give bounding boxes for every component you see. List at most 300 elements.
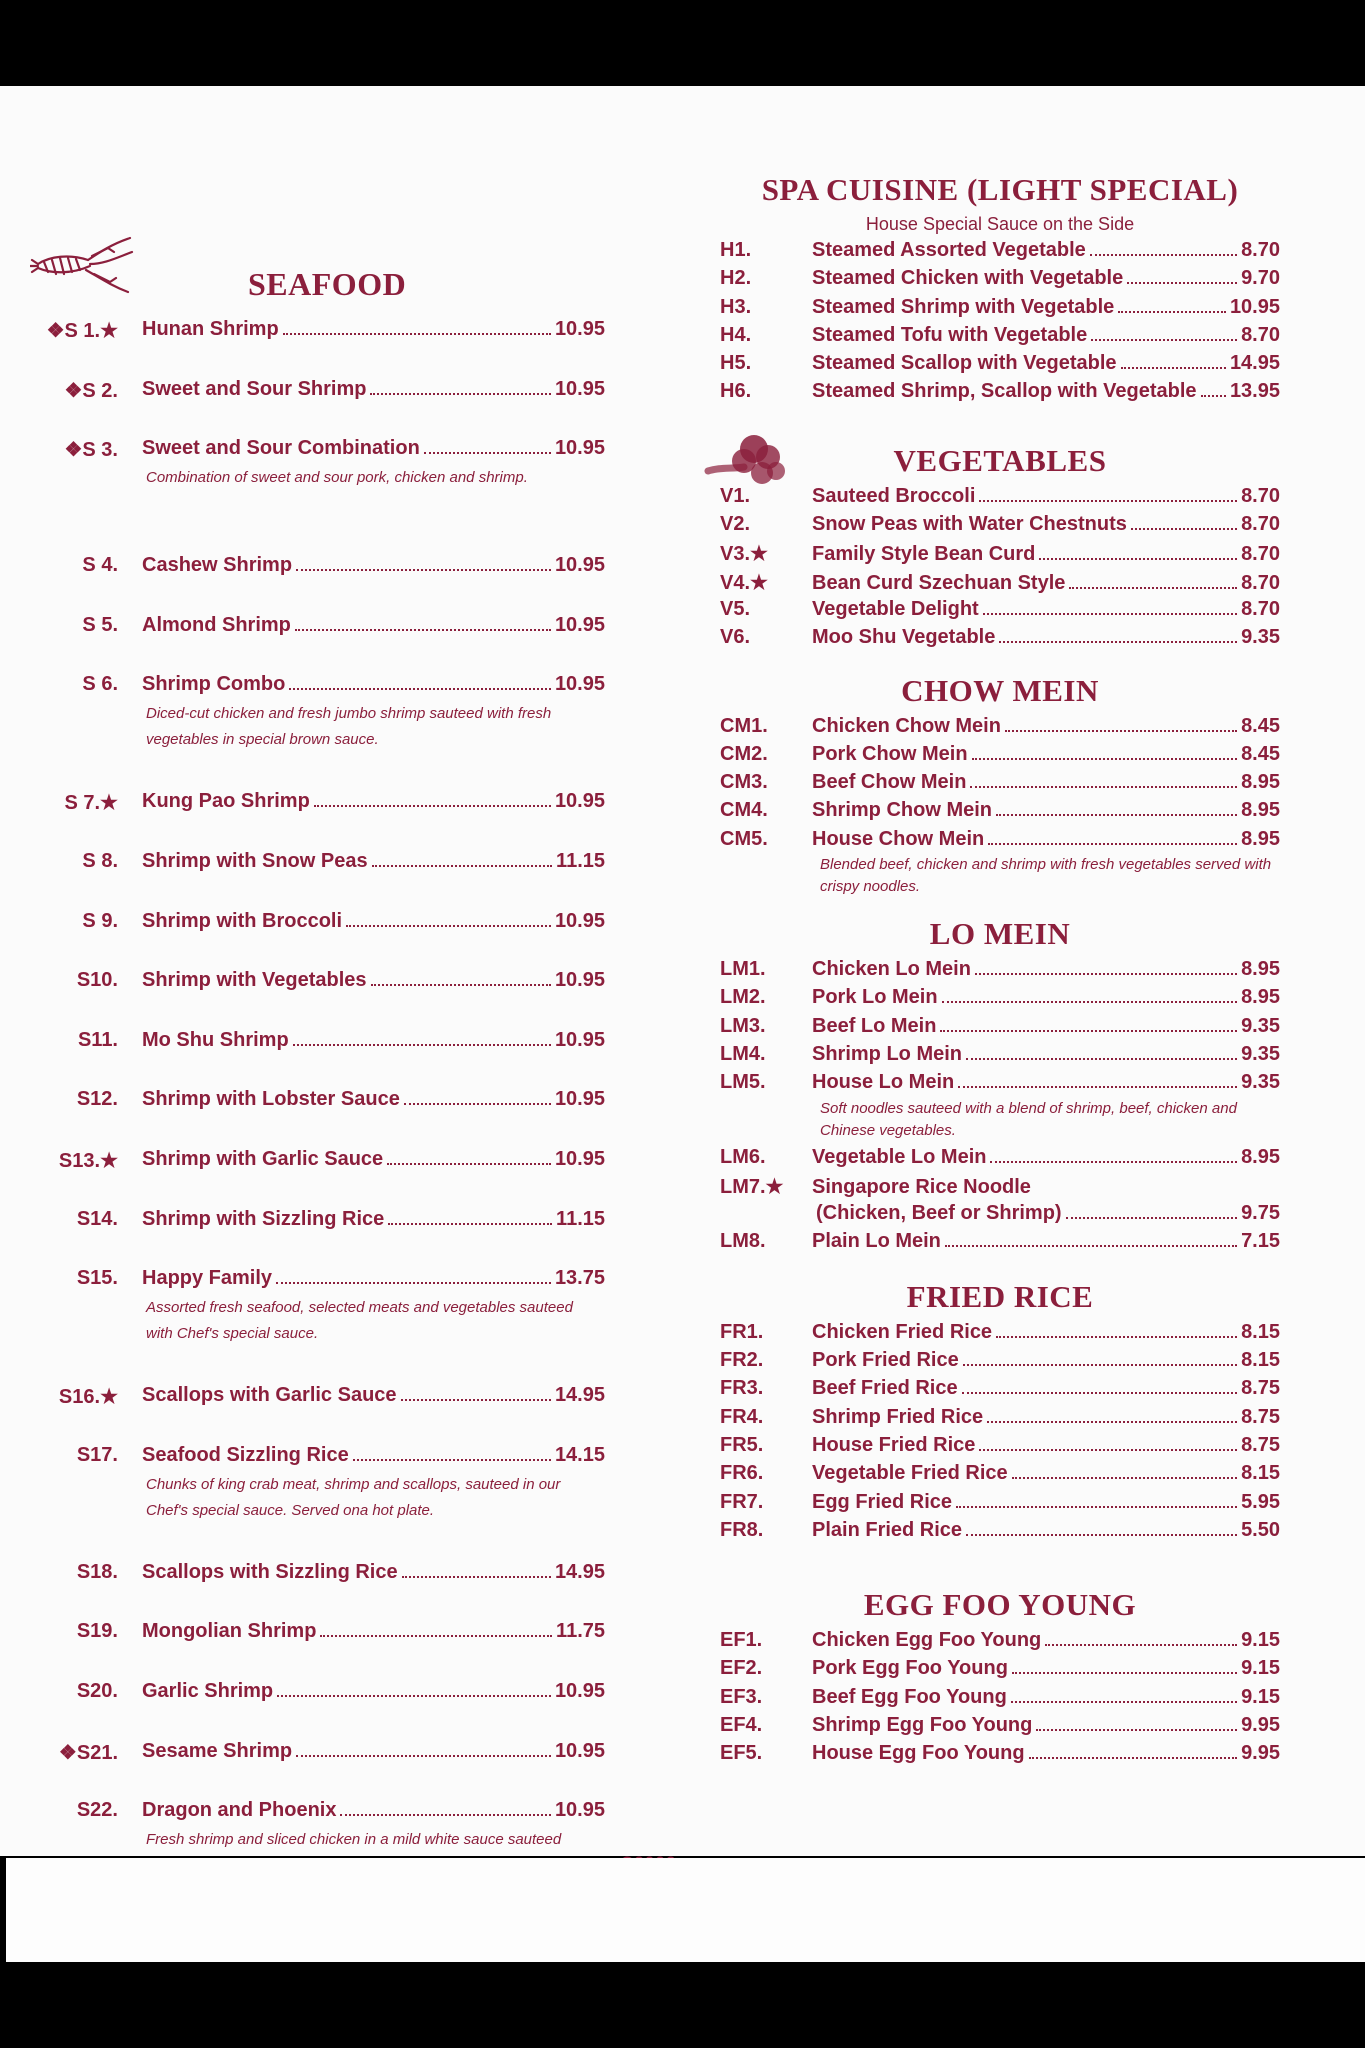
- item-price: 10.95: [554, 1028, 605, 1051]
- menu-item: [720, 799, 1280, 827]
- menu-item: [30, 969, 605, 1029]
- menu-item: [720, 513, 1280, 541]
- item-code: FR8.: [720, 1518, 764, 1541]
- item-price: 10.95: [554, 1799, 605, 1822]
- dot-leader: [970, 786, 1237, 788]
- menu-item: [720, 1519, 1280, 1547]
- item-code: CM1.: [720, 714, 768, 737]
- fried-rice-list: [720, 1321, 1280, 1547]
- item-name: (Chicken, Beef or Shrimp): [816, 1202, 1062, 1225]
- menu-item: [720, 380, 1280, 408]
- vegetables-section: [720, 443, 1280, 655]
- item-name: Kung Pao Shrimp: [142, 790, 310, 813]
- item-name: Moo Shu Vegetable: [812, 626, 996, 649]
- item-code: S 4.: [82, 554, 118, 577]
- item-price: 10.95: [554, 318, 605, 340]
- item-row: [142, 673, 605, 696]
- item-row: [142, 1561, 605, 1584]
- item-row: [142, 318, 605, 341]
- menu-item: [720, 986, 1280, 1014]
- dot-leader: [979, 1449, 1237, 1451]
- item-row: [142, 1799, 605, 1822]
- menu-item: [30, 1620, 605, 1680]
- item-price: 8.95: [1241, 771, 1280, 794]
- menu-item: [720, 1434, 1280, 1462]
- item-code: FR1.: [720, 1320, 764, 1343]
- item-code: EF3.: [720, 1685, 763, 1708]
- item-name: House Chow Mein: [812, 827, 985, 850]
- item-code: ❖S 3.: [64, 439, 118, 462]
- item-name: Shrimp with Vegetables: [142, 969, 367, 992]
- spa-title: SPA CUISINE (LIGHT SPECIAL): [761, 172, 1239, 207]
- item-name: Happy Family: [142, 1267, 273, 1290]
- menu-item: [720, 1230, 1280, 1258]
- item-code: CM4.: [720, 799, 768, 822]
- item-price: 9.35: [1241, 1071, 1280, 1094]
- item-name: Pork Fried Rice: [812, 1349, 959, 1372]
- dot-leader: [353, 1459, 551, 1461]
- item-code: CM3.: [720, 771, 768, 794]
- item-price: 10.95: [554, 437, 605, 460]
- item-name: House Fried Rice: [812, 1433, 976, 1456]
- item-code: V4.★: [720, 571, 768, 594]
- item-row: [142, 1620, 605, 1643]
- item-name: Almond Shrimp: [142, 613, 291, 636]
- item-code: FR5.: [720, 1433, 764, 1456]
- item-name: Dragon and Phoenix: [142, 1799, 337, 1822]
- item-code: S14.: [76, 1207, 118, 1230]
- item-name: Pork Egg Foo Young: [812, 1657, 1008, 1680]
- dot-leader: [387, 1163, 551, 1165]
- menu-item: [720, 1686, 1280, 1714]
- item-price: 9.35: [1241, 1014, 1280, 1037]
- item-row: [142, 437, 605, 460]
- menu-item: [720, 1174, 1280, 1202]
- menu-item: [30, 790, 605, 850]
- item-price: 14.95: [554, 1560, 605, 1583]
- item-name: Family Style Bean Curd: [812, 543, 1036, 566]
- item-price: 8.70: [1241, 323, 1280, 346]
- item-name: Pork Chow Mein: [812, 742, 968, 765]
- item-name: Steamed Scallop with Vegetable: [812, 352, 1117, 375]
- item-code: LM2.: [720, 986, 766, 1009]
- menu-item: [30, 1384, 605, 1444]
- menu-item: [720, 715, 1280, 743]
- item-code: S 5.: [82, 613, 118, 636]
- fried-rice-title: FRIED RICE: [906, 1278, 1094, 1314]
- item-code: S 7.★: [64, 792, 118, 815]
- item-name: Chicken Egg Foo Young: [812, 1629, 1042, 1652]
- dot-leader: [1121, 367, 1226, 369]
- menu-item: [720, 828, 1280, 856]
- item-price: 8.45: [1241, 742, 1280, 765]
- item-price: 14.95: [1229, 352, 1280, 375]
- item-code: S22.: [76, 1799, 118, 1822]
- item-price: 8.75: [1241, 1377, 1280, 1400]
- menu-item: [720, 1202, 1280, 1230]
- dot-leader: [296, 1755, 551, 1757]
- item-price: 9.95: [1241, 1713, 1280, 1736]
- dot-leader: [966, 1058, 1237, 1060]
- item-row: [142, 554, 605, 577]
- item-price: 8.95: [1241, 1145, 1280, 1168]
- dot-leader: [1066, 1217, 1237, 1219]
- item-name: Chicken Fried Rice: [812, 1320, 993, 1343]
- menu-item: [30, 1088, 605, 1148]
- item-row: [142, 1208, 605, 1231]
- dot-leader: [370, 393, 550, 395]
- dot-leader: [1201, 395, 1226, 397]
- item-description: Diced-cut chicken and fresh jumbo shrimp sauteed with fresh vegetables in special brown sauce.: [146, 705, 552, 749]
- item-name: Plain Fried Rice: [812, 1518, 963, 1541]
- item-price: 5.50: [1241, 1518, 1280, 1541]
- dot-leader: [1045, 1644, 1237, 1646]
- menu-item: [720, 1491, 1280, 1519]
- menu-item: [720, 626, 1280, 654]
- item-code: H4.: [720, 323, 752, 346]
- item-price: 10.95: [1229, 295, 1280, 318]
- menu-item: [30, 1561, 605, 1621]
- item-row: [142, 1267, 605, 1290]
- menu-item: [720, 541, 1280, 569]
- item-price: 10.95: [554, 673, 605, 696]
- item-name: Shrimp with Snow Peas: [142, 849, 368, 872]
- item-price: 8.45: [1241, 714, 1280, 737]
- dot-leader: [962, 1392, 1237, 1394]
- item-price: 9.35: [1241, 1042, 1280, 1065]
- item-code: FR7.: [720, 1490, 764, 1513]
- item-code: EF4.: [720, 1713, 763, 1736]
- menu-item: [720, 1657, 1280, 1685]
- item-name: Cashew Shrimp: [142, 554, 293, 577]
- dot-leader: [371, 984, 551, 986]
- right-column: [720, 152, 1280, 1771]
- item-code: FR4.: [720, 1405, 764, 1428]
- item-code: V6.: [720, 626, 751, 649]
- item-name: Shrimp with Sizzling Rice: [142, 1207, 385, 1230]
- menu-item: [720, 1349, 1280, 1377]
- item-code: H1.: [720, 239, 752, 261]
- item-name: Shrimp Egg Foo Young: [812, 1713, 1033, 1736]
- item-name: Chicken Chow Mein: [812, 714, 1001, 737]
- item-name: Mongolian Shrimp: [142, 1620, 317, 1643]
- item-code: S12.: [76, 1088, 118, 1111]
- dot-leader: [1127, 282, 1237, 284]
- menu-item: [720, 1714, 1280, 1742]
- menu-item: [720, 743, 1280, 771]
- dot-leader: [320, 1635, 552, 1637]
- item-price: 8.70: [1241, 597, 1280, 620]
- item-code: S16.★: [58, 1386, 118, 1409]
- item-code: S10.: [76, 969, 118, 992]
- item-code: EF5.: [720, 1742, 763, 1765]
- item-row: [142, 790, 605, 813]
- dot-leader: [1069, 587, 1237, 589]
- dot-leader: [966, 1534, 1237, 1536]
- menu-item: [30, 1208, 605, 1268]
- item-row: [142, 1148, 605, 1171]
- dot-leader: [289, 688, 551, 690]
- dot-leader: [424, 452, 551, 454]
- spa-subtitle: House Special Sauce on the Side: [865, 214, 1135, 234]
- dot-leader: [996, 1336, 1237, 1338]
- item-code: V1.: [720, 484, 751, 507]
- menu-item: [720, 1377, 1280, 1405]
- spa-list: [720, 239, 1280, 409]
- item-price: 8.70: [1241, 543, 1280, 566]
- dot-leader: [942, 1001, 1237, 1003]
- item-code: EF2.: [720, 1657, 763, 1680]
- item-row: [142, 1444, 605, 1467]
- item-price: 10.95: [554, 613, 605, 636]
- item-code: S18.: [76, 1560, 118, 1583]
- item-name: Garlic Shrimp: [142, 1679, 274, 1702]
- dot-leader: [314, 805, 551, 807]
- item-code: S17.: [76, 1443, 118, 1466]
- item-row: [142, 378, 605, 401]
- menu-item: [720, 1146, 1280, 1174]
- vegetables-header: [720, 443, 1280, 479]
- item-price: 10.95: [554, 909, 605, 932]
- item-price: 8.95: [1241, 958, 1280, 981]
- menu-item: [30, 378, 605, 438]
- menu-item: [720, 267, 1280, 295]
- item-name: Beef Lo Mein: [812, 1014, 937, 1037]
- item-name: Vegetable Lo Mein: [812, 1145, 987, 1168]
- dot-leader: [1118, 311, 1226, 313]
- item-price: 8.95: [1241, 827, 1280, 850]
- item-code: CM5.: [720, 827, 768, 850]
- dot-leader: [1036, 1729, 1237, 1731]
- item-code: H3.: [720, 295, 752, 318]
- menu-item: [720, 296, 1280, 324]
- menu-item: [720, 958, 1280, 986]
- item-name: Sesame Shrimp: [142, 1739, 293, 1762]
- item-code: V3.★: [720, 543, 768, 566]
- item-price: 11.15: [556, 849, 605, 872]
- spa-section: [720, 172, 1280, 409]
- dot-leader: [972, 758, 1237, 760]
- item-code: V2.: [720, 513, 751, 536]
- broccoli-icon: [704, 427, 794, 507]
- item-name: Shrimp with Lobster Sauce: [142, 1088, 400, 1111]
- dot-leader: [402, 1576, 551, 1578]
- item-code: EF1.: [720, 1629, 763, 1652]
- item-price: 11.75: [556, 1620, 605, 1643]
- dot-leader: [296, 569, 551, 571]
- dot-leader: [277, 1695, 551, 1697]
- item-code: S19.: [76, 1620, 118, 1643]
- item-price: 8.15: [1241, 1349, 1280, 1372]
- item-price: 9.70: [1241, 267, 1280, 290]
- item-price: 9.15: [1241, 1657, 1280, 1680]
- item-price: 10.95: [554, 1147, 605, 1170]
- dot-leader: [276, 1282, 551, 1284]
- item-price: 8.75: [1241, 1433, 1280, 1456]
- item-code: ❖S21.: [58, 1741, 118, 1764]
- item-name: Shrimp Chow Mein: [812, 799, 992, 822]
- item-name: Sweet and Sour Combination: [142, 437, 420, 460]
- item-name: Shrimp Fried Rice: [812, 1405, 984, 1428]
- item-name: Seafood Sizzling Rice: [142, 1443, 349, 1466]
- item-code: H2.: [720, 267, 752, 290]
- menu-item: [720, 1321, 1280, 1349]
- item-price: 8.75: [1241, 1405, 1280, 1428]
- item-name: Singapore Rice Noodle: [812, 1175, 1031, 1198]
- lobster-icon: [30, 234, 134, 298]
- item-name: Steamed Tofu with Vegetable: [812, 323, 1088, 346]
- dot-leader: [945, 1245, 1237, 1247]
- dot-leader: [987, 1421, 1237, 1423]
- dot-leader: [956, 1506, 1237, 1508]
- item-price: 9.35: [1241, 626, 1280, 649]
- item-row: [142, 1088, 605, 1111]
- dot-leader: [293, 1044, 551, 1046]
- menu-item: [30, 614, 605, 674]
- dot-leader: [1131, 528, 1237, 530]
- menu-item: [720, 598, 1280, 626]
- vegetables-title: VEGETABLES: [893, 442, 1107, 478]
- dot-leader: [979, 500, 1237, 502]
- item-description: Chunks of king crab meat, shrimp and scallops, sauteed in our Chef's special sauce. Served ona hot plate.: [146, 1475, 561, 1519]
- item-name: Scallops with Garlic Sauce: [142, 1384, 397, 1407]
- item-price: 8.95: [1241, 799, 1280, 822]
- menu-item: [30, 673, 605, 790]
- item-code: ❖S 2.: [64, 379, 118, 402]
- chow-mein-list: [720, 715, 1280, 898]
- item-name: Sweet and Sour Shrimp: [142, 377, 367, 400]
- dot-leader: [283, 333, 551, 335]
- item-price: 14.15: [554, 1443, 605, 1466]
- item-code: V5.: [720, 597, 751, 620]
- item-row: [142, 969, 605, 992]
- item-price: 10.95: [554, 790, 605, 813]
- dot-leader: [1011, 1701, 1237, 1703]
- item-name: Bean Curd Szechuan Style: [812, 571, 1066, 594]
- item-code: FR2.: [720, 1349, 764, 1372]
- menu-item: [720, 1742, 1280, 1770]
- item-code: S20.: [76, 1679, 118, 1702]
- menu-item: [720, 1015, 1280, 1043]
- item-row: [142, 1029, 605, 1052]
- item-name: House Egg Foo Young: [812, 1742, 1025, 1765]
- egg-foo-young-section: [720, 1587, 1280, 1770]
- item-price: 13.75: [554, 1267, 605, 1290]
- item-price: 5.95: [1241, 1490, 1280, 1513]
- item-price: 10.95: [554, 377, 605, 400]
- item-price: 9.15: [1241, 1685, 1280, 1708]
- item-description: Soft noodles sauteed with a blend of shrimp, beef, chicken and Chinese vegetables.: [820, 1099, 1237, 1139]
- item-row: [142, 614, 605, 637]
- item-price: 8.70: [1241, 484, 1280, 507]
- dot-leader: [340, 1814, 550, 1816]
- item-price: 7.15: [1241, 1230, 1280, 1253]
- item-code: LM7.★: [720, 1175, 784, 1198]
- item-code: LM1.: [720, 958, 766, 981]
- item-price: 8.95: [1241, 986, 1280, 1009]
- item-row: [142, 1680, 605, 1703]
- item-name: House Lo Mein: [812, 1071, 955, 1094]
- item-price: 9.15: [1241, 1629, 1280, 1652]
- item-code: CM2.: [720, 742, 768, 765]
- item-price: 11.15: [556, 1207, 605, 1230]
- dot-leader: [990, 1161, 1237, 1163]
- chow-mein-section: [720, 673, 1280, 898]
- dot-leader: [963, 1364, 1237, 1366]
- item-price: 10.95: [554, 1679, 605, 1702]
- menu-item: [720, 1629, 1280, 1657]
- dot-leader: [1090, 254, 1237, 256]
- menu-item: [30, 850, 605, 910]
- item-code: H6.: [720, 380, 752, 403]
- item-name: Snow Peas with Water Chestnuts: [812, 513, 1127, 536]
- item-price: 10.95: [554, 1088, 605, 1111]
- seafood-list: [30, 318, 605, 1916]
- dot-leader: [1029, 1757, 1237, 1759]
- item-name: Beef Chow Mein: [812, 771, 967, 794]
- item-name: Steamed Shrimp, Scallop with Vegetable: [812, 380, 1197, 403]
- seafood-title: SEAFOOD: [248, 266, 407, 302]
- dot-leader: [996, 814, 1237, 816]
- dot-leader: [1012, 1672, 1237, 1674]
- item-name: Shrimp Combo: [142, 673, 286, 696]
- item-name: Egg Fried Rice: [812, 1490, 953, 1513]
- item-price: 10.95: [554, 1739, 605, 1762]
- lo-mein-section: [720, 916, 1280, 1259]
- item-code: ❖S 1.★: [46, 320, 118, 342]
- item-name: Plain Lo Mein: [812, 1230, 941, 1253]
- dot-leader: [404, 1103, 551, 1105]
- menu-item: [720, 239, 1280, 267]
- item-description: Combination of sweet and sour pork, chicken and shrimp.: [146, 469, 528, 487]
- item-name: Shrimp Lo Mein: [812, 1042, 962, 1065]
- dot-leader: [999, 641, 1237, 643]
- item-name: Mo Shu Shrimp: [142, 1028, 289, 1051]
- menu-item: [30, 1680, 605, 1740]
- item-code: S 6.: [82, 673, 118, 696]
- item-name: Vegetable Delight: [812, 597, 979, 620]
- item-price: 8.70: [1241, 571, 1280, 594]
- dot-leader: [372, 865, 552, 867]
- dot-leader: [988, 843, 1237, 845]
- menu-item: [720, 771, 1280, 799]
- item-code: FR6.: [720, 1462, 764, 1485]
- item-code: LM5.: [720, 1071, 766, 1094]
- item-price: 9.95: [1241, 1742, 1280, 1765]
- menu-page: [0, 86, 1365, 1856]
- menu-item: [30, 318, 605, 378]
- item-code: FR3.: [720, 1377, 764, 1400]
- menu-item: [30, 1148, 605, 1208]
- item-name: Shrimp with Garlic Sauce: [142, 1147, 384, 1170]
- dot-leader: [975, 973, 1237, 975]
- dot-leader: [958, 1086, 1237, 1088]
- item-name: Steamed Chicken with Vegetable: [812, 267, 1124, 290]
- item-name: Pork Lo Mein: [812, 986, 938, 1009]
- item-code: LM4.: [720, 1042, 766, 1065]
- item-row: [142, 910, 605, 933]
- item-price: 8.15: [1241, 1462, 1280, 1485]
- vegetables-list: [720, 485, 1280, 655]
- menu-item: [720, 352, 1280, 380]
- lo-mein-title: LO MEIN: [929, 916, 1071, 952]
- menu-item: [720, 1462, 1280, 1490]
- menu-item: [30, 1029, 605, 1089]
- item-code: H5.: [720, 352, 752, 375]
- egg-foo-young-title: EGG FOO YOUNG: [863, 1587, 1137, 1623]
- dot-leader: [1005, 730, 1237, 732]
- dot-leader: [388, 1223, 552, 1225]
